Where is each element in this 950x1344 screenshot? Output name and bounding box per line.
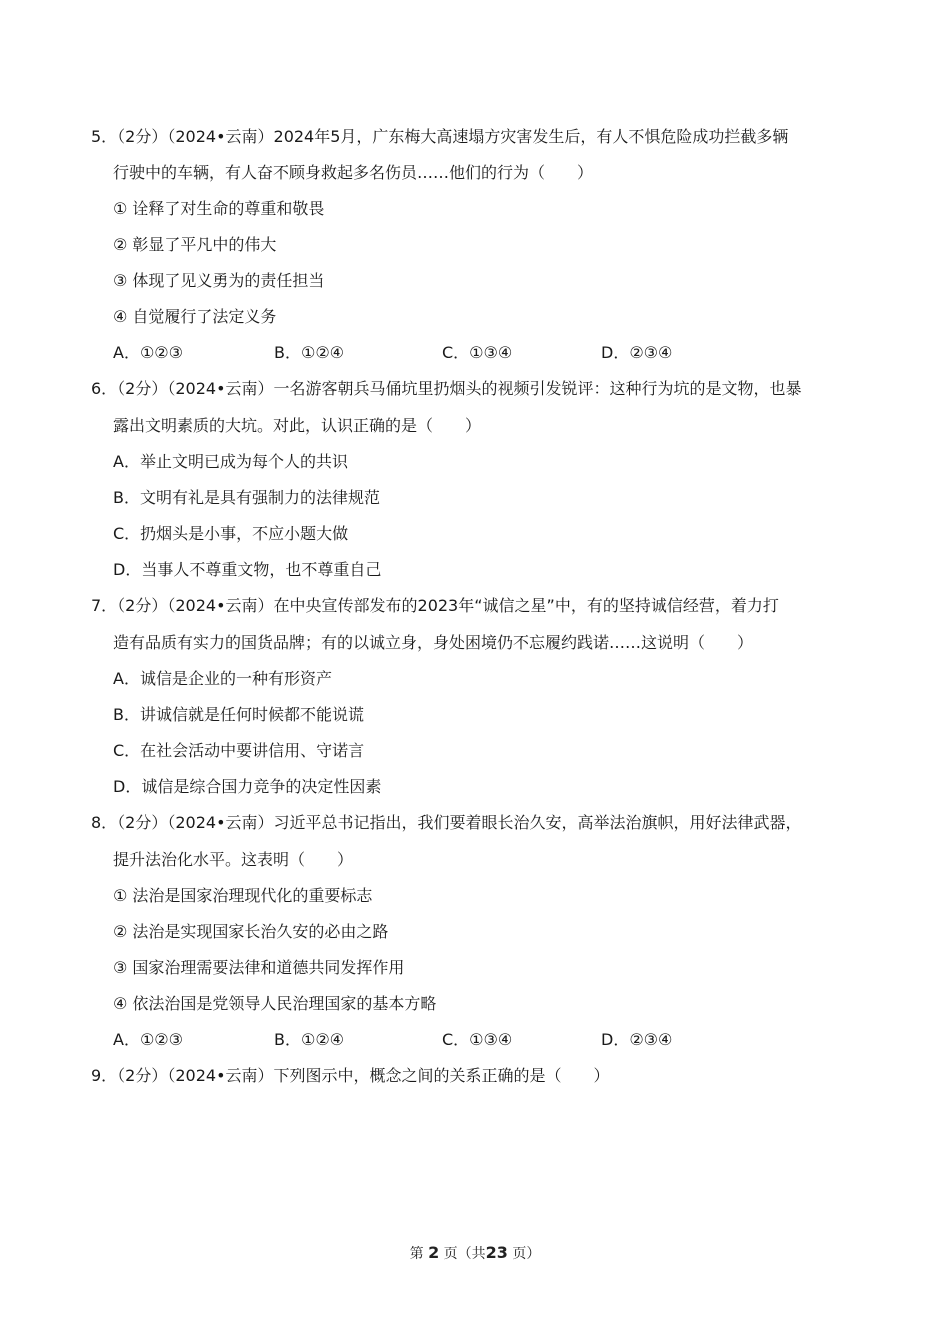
footer-middle: 页（共 xyxy=(443,1246,486,1262)
question-5-statement-4: ④ 自觉履行了法定义务 xyxy=(113,307,277,326)
choice-a[interactable]: A．①②③ xyxy=(113,1030,183,1049)
question-7-option-c[interactable]: C．在社会活动中要讲信用、守诺言 xyxy=(113,741,365,760)
total-pages: 23 xyxy=(485,1243,508,1262)
question-6-option-c[interactable]: C．扔烟头是小事，不应小题大做 xyxy=(113,524,349,543)
question-8-stem-cont: 提升法治化水平。这表明（ ） xyxy=(113,850,354,869)
question-7-stem-cont: 造有品质有实力的国货品牌；有的以诚立身，身处困境仍不忘履约践诺……这说明（ ） xyxy=(113,633,754,652)
question-6-option-b[interactable]: B．文明有礼是具有强制力的法律规范 xyxy=(113,488,380,507)
choice-d[interactable]: D．②③④ xyxy=(601,343,673,362)
question-7-option-a[interactable]: A．诚信是企业的一种有形资产 xyxy=(113,669,332,688)
question-8-statement-3: ③ 国家治理需要法律和道德共同发挥作用 xyxy=(113,958,405,977)
question-5-stem-cont: 行驶中的车辆，有人奋不顾身救起多名伤员……他们的行为（ ） xyxy=(113,163,594,182)
question-5-statement-1: ① 诠释了对生命的尊重和敬畏 xyxy=(113,199,325,218)
question-6-option-a[interactable]: A．举止文明已成为每个人的共识 xyxy=(113,452,348,471)
question-8-stem: 8．（2分）（2024•云南）习近平总书记指出，我们要着眼长治久安，高举法治旗帜，用好法律武器， xyxy=(91,813,802,832)
question-8-statement-1: ① 法治是国家治理现代化的重要标志 xyxy=(113,886,373,905)
choice-c[interactable]: C．①③④ xyxy=(442,343,513,362)
page-footer xyxy=(0,1243,950,1263)
question-5-statement-2: ② 彰显了平凡中的伟大 xyxy=(113,235,277,254)
question-5-statement-3: ③ 体现了见义勇为的责任担当 xyxy=(113,271,325,290)
question-5-stem: 5．（2分）（2024•云南）2024年5月，广东梅大高速塌方灾害发生后，有人不惧危险成功拦截多辆 xyxy=(91,127,789,146)
question-8-statement-2: ② 法治是实现国家长治久安的必由之路 xyxy=(113,922,389,941)
question-7-option-b[interactable]: B．讲诚信就是任何时候都不能说谎 xyxy=(113,705,364,724)
question-7-stem: 7．（2分）（2024•云南）在中央宣传部发布的2023年“诚信之星”中，有的坚持诚信经营，着力打 xyxy=(91,596,779,615)
choice-d[interactable]: D．②③④ xyxy=(601,1030,673,1049)
question-8-statement-4: ④ 依法治国是党领导人民治理国家的基本方略 xyxy=(113,994,437,1013)
choice-c[interactable]: C．①③④ xyxy=(442,1030,513,1049)
choice-b[interactable]: B．①②④ xyxy=(274,1030,345,1049)
question-6-stem: 6．（2分）（2024•云南）一名游客朝兵马俑坑里扔烟头的视频引发锐评：这种行为坑的是文物，也暴 xyxy=(91,379,802,398)
footer-prefix: 第 xyxy=(409,1246,424,1262)
question-6-stem-cont: 露出文明素质的大坑。对此，认识正确的是（ ） xyxy=(113,416,482,435)
page-number: 2 xyxy=(428,1243,440,1262)
footer-suffix: 页） xyxy=(512,1246,541,1262)
question-9-stem: 9．（2分）（2024•云南）下列图示中，概念之间的关系正确的是（ ） xyxy=(91,1066,610,1085)
question-6-option-d[interactable]: D．当事人不尊重文物，也不尊重自己 xyxy=(113,560,382,579)
question-7-option-d[interactable]: D．诚信是综合国力竞争的决定性因素 xyxy=(113,777,382,796)
choice-a[interactable]: A．①②③ xyxy=(113,343,183,362)
choice-b[interactable]: B．①②④ xyxy=(274,343,345,362)
